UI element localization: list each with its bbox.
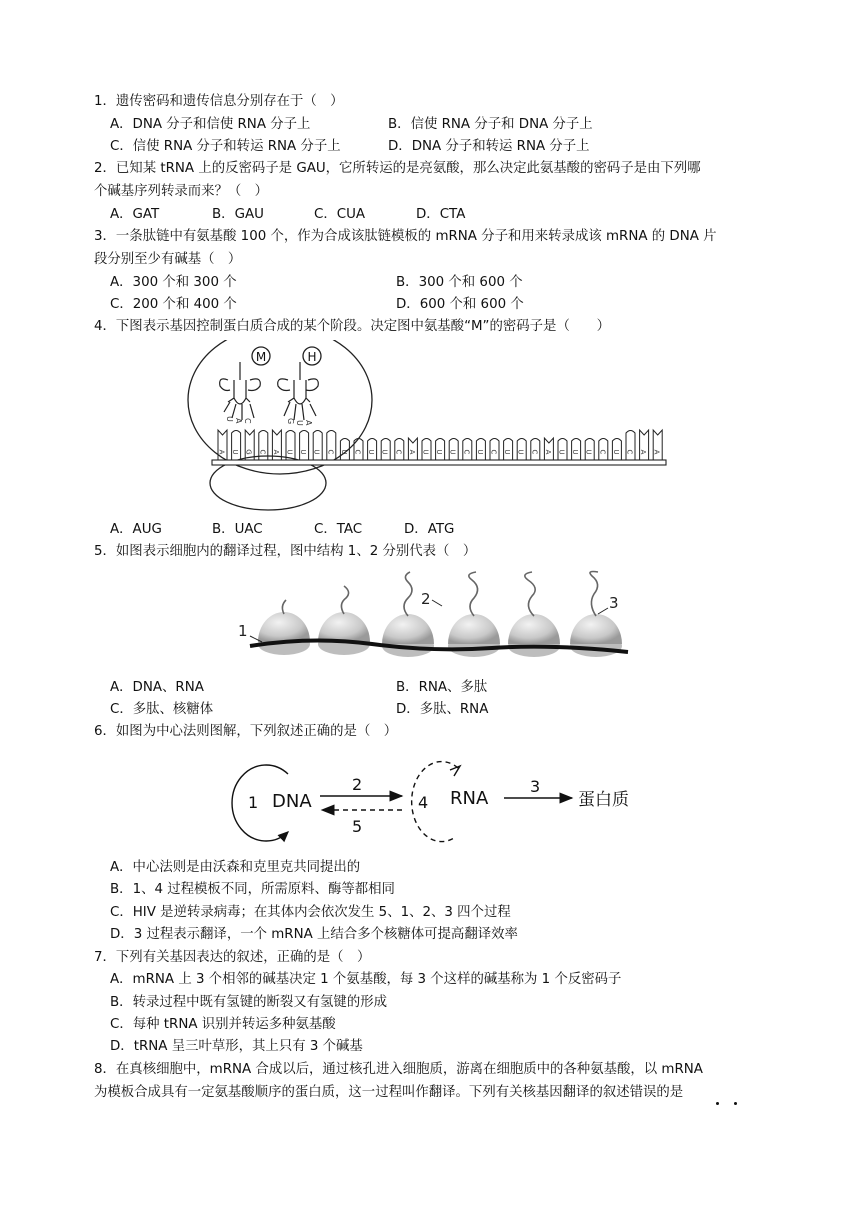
mrna-base-label: U xyxy=(421,449,430,455)
label-3: 3 xyxy=(609,594,619,612)
process-1-label: 1 xyxy=(248,793,259,812)
polypeptide-chains xyxy=(282,572,598,617)
mrna-base xyxy=(585,439,595,461)
mrna-base xyxy=(286,431,296,461)
mrna-base xyxy=(612,439,622,461)
q5-option-a: A．DNA、RNA xyxy=(110,680,204,695)
mrna-base-label: U xyxy=(435,449,444,455)
mrna-base-label: U xyxy=(557,449,566,455)
mrna-base xyxy=(245,430,255,460)
question-2-stem-line2: 个碱基序列转录而来？（ ） xyxy=(94,184,269,199)
mrna-base-label: U xyxy=(475,449,484,455)
trna1-base-3: C xyxy=(243,418,252,424)
mrna-base xyxy=(394,439,404,461)
q1-option-c: C．信使 RNA 分子和转运 RNA 分子上 xyxy=(110,139,341,154)
mrna-base-label: C xyxy=(625,449,634,455)
emphasis-dots xyxy=(716,1102,748,1108)
q1-option-d: D．DNA 分子和转运 RNA 分子上 xyxy=(388,139,590,154)
question-1-stem: 1．遗传密码和遗传信息分别存在于（ ） xyxy=(94,94,344,109)
q3-option-b: B．300 个和 600 个 xyxy=(396,275,523,290)
q2-option-a: A．GAT xyxy=(110,207,160,222)
mrna-base-label: U xyxy=(516,449,525,455)
q4-option-a: A．AUG xyxy=(110,522,162,537)
mrna-base xyxy=(435,439,445,461)
mrna-base-label: U xyxy=(312,449,321,455)
q4-option-b: B．UAC xyxy=(212,522,263,537)
mrna-base-label: C xyxy=(530,449,539,455)
q1-option-b: B．信使 RNA 分子和 DNA 分子上 xyxy=(388,117,593,132)
central-dogma-figure xyxy=(228,754,648,846)
mrna-strand xyxy=(212,460,666,465)
mrna-base-label: A xyxy=(652,449,661,455)
mrna-base xyxy=(639,430,649,460)
mrna-base-label: C xyxy=(326,449,335,455)
polysome-figure xyxy=(232,570,642,670)
mrna-base xyxy=(571,439,581,461)
q7-option-d: D．tRNA 呈三叶草形，其上只有 3 个碱基 xyxy=(110,1039,363,1054)
q7-option-c: C．每种 tRNA 识别并转运多种氨基酸 xyxy=(110,1017,336,1032)
question-2-stem-line1: 2．已知某 tRNA 上的反密码子是 GAU，它所转运的是亮氨酸，那么决定此氨基酸的密码子是由下列哪 xyxy=(94,161,701,176)
protein-label: 蛋白质 xyxy=(578,790,629,810)
q6-option-b: B．1、4 过程模板不同，所需原料、酶等都相同 xyxy=(110,882,395,897)
mrna-base xyxy=(449,439,459,461)
trna1-base-1: U xyxy=(225,416,234,422)
mrna-base-label: U xyxy=(367,449,376,455)
mrna-base-label: U xyxy=(571,449,580,455)
dna-label: DNA xyxy=(272,791,312,812)
trna1-base-2: A xyxy=(234,418,243,424)
mrna-base-label: C xyxy=(258,449,267,455)
q3-option-d: D．600 个和 600 个 xyxy=(396,297,524,312)
mrna-base-label: A xyxy=(543,449,552,455)
mrna-base-label: A xyxy=(639,449,648,455)
question-8-stem-line2: 为模板合成具有一定氨基酸顺序的蛋白质，这一过程叫作翻译。下列有关核基因翻译的叙述错误的是 xyxy=(94,1085,684,1100)
mrna-base-label: C xyxy=(489,449,498,455)
mrna-base-label: U xyxy=(285,449,294,455)
mrna-base xyxy=(476,439,486,461)
q4-option-c: C．TAC xyxy=(314,522,363,537)
mrna-base xyxy=(340,439,350,461)
q5-option-d: D．多肽、RNA xyxy=(396,702,489,717)
mrna-base-label: U xyxy=(380,449,389,455)
mrna-base-label: A xyxy=(217,449,226,455)
mrna-base xyxy=(530,439,540,461)
mrna-base-label: C xyxy=(353,449,362,455)
mrna-base-label: U xyxy=(299,449,308,455)
q2-option-c: C．CUA xyxy=(314,207,366,222)
mrna-base xyxy=(517,439,527,461)
mrna-base-label: U xyxy=(339,449,348,455)
q2-option-d: D．CTA xyxy=(416,207,466,222)
mrna-base-label: C xyxy=(394,449,403,455)
mrna-bases xyxy=(218,430,663,460)
mrna-base-label: U xyxy=(584,449,593,455)
mrna-base-label: U xyxy=(503,449,512,455)
q1-option-a: A．DNA 分子和信使 RNA 分子上 xyxy=(110,117,311,132)
q3-option-c: C．200 个和 400 个 xyxy=(110,297,237,312)
rna-label: RNA xyxy=(450,788,489,809)
label-1: 1 xyxy=(238,622,248,640)
q3-option-a: A．300 个和 300 个 xyxy=(110,275,237,290)
process-3-label: 3 xyxy=(530,777,541,796)
trna2-base-1: G xyxy=(286,418,295,425)
mrna-base xyxy=(490,439,500,461)
mrna-base-label: U xyxy=(448,449,457,455)
mrna-base xyxy=(408,438,418,460)
mrna-base-label: A xyxy=(407,449,416,455)
mrna-base xyxy=(503,439,512,461)
mrna-base-label: U xyxy=(611,449,620,455)
mrna-base xyxy=(558,439,568,461)
trna2-base-3: A xyxy=(304,420,313,426)
mrna-base-label: C xyxy=(598,449,607,455)
trna-1 xyxy=(220,362,261,420)
question-7-stem: 7．下列有关基因表达的叙述，正确的是（ ） xyxy=(94,950,371,965)
process-4-label: 4 xyxy=(418,793,429,812)
mrna-base-label: G xyxy=(244,449,253,455)
mrna-base-label: C xyxy=(462,449,471,455)
question-8-stem-line1: 8．在真核细胞中，mRNA 合成以后，通过核孔进入细胞质，游离在细胞质中的各种氨基酸，以 mRNA xyxy=(94,1062,703,1077)
process-2-label: 2 xyxy=(352,775,363,794)
mrna-base xyxy=(544,438,554,460)
mrna-base-label: U xyxy=(231,449,240,455)
question-5-stem: 5．如图表示细胞内的翻译过程，图中结构 1、2 分别代表（ ） xyxy=(94,544,477,559)
question-3-stem-line1: 3．一条肽链中有氨基酸 100 个，作为合成该肽链模板的 mRNA 分子和用来转录成该 mRNA 的 DNA 片 xyxy=(94,229,717,244)
q6-option-d: D．3 过程表示翻译，一个 mRNA 上结合多个核糖体可提高翻译效率 xyxy=(110,927,518,942)
amino-acid-m-label: M xyxy=(255,350,267,364)
q2-option-b: B．GAU xyxy=(212,207,264,222)
mrna-base xyxy=(462,439,472,461)
mrna-base xyxy=(313,431,323,461)
mrna-base xyxy=(598,439,608,461)
q5-option-c: C．多肽、核糖体 xyxy=(110,702,214,717)
question-6-stem: 6．如图为中心法则图解，下列叙述正确的是（ ） xyxy=(94,724,398,739)
trna2-base-2: U xyxy=(295,420,304,426)
mrna-base xyxy=(626,431,636,461)
q4-option-d: D．ATG xyxy=(404,522,455,537)
mrna-base xyxy=(354,439,364,461)
question-4-stem: 4．下图表示基因控制蛋白质合成的某个阶段。决定图中氨基酸“M”的密码子是（ ） xyxy=(94,319,611,334)
process-5-label: 5 xyxy=(352,817,363,836)
translation-stage-figure xyxy=(180,340,680,516)
mrna-base xyxy=(422,439,432,461)
q6-option-c: C．HIV 是逆转录病毒；在其体内会依次发生 5、1、2、3 四个过程 xyxy=(110,905,511,920)
label-2: 2 xyxy=(421,590,431,608)
question-3-stem-line2: 段分别至少有碱基（ ） xyxy=(94,252,242,267)
q7-option-b: B．转录过程中既有氢键的断裂又有氢键的形成 xyxy=(110,995,387,1010)
amino-acid-h-label: H xyxy=(307,350,317,364)
mrna-base xyxy=(326,431,336,461)
q7-option-a: A．mRNA 上 3 个相邻的碱基决定 1 个氨基酸，每 3 个这样的碱基称为 1 个反密码子 xyxy=(110,972,622,987)
mrna-base xyxy=(653,430,663,460)
q5-option-b: B．RNA、多肽 xyxy=(396,680,488,695)
mrna-base xyxy=(299,431,309,461)
mrna-base xyxy=(367,439,377,461)
mrna-base xyxy=(231,431,241,461)
trna-2 xyxy=(278,362,319,420)
mrna-base xyxy=(381,439,391,461)
mrna-base-label: A xyxy=(271,449,280,455)
q6-option-a: A．中心法则是由沃森和克里克共同提出的 xyxy=(110,860,361,875)
